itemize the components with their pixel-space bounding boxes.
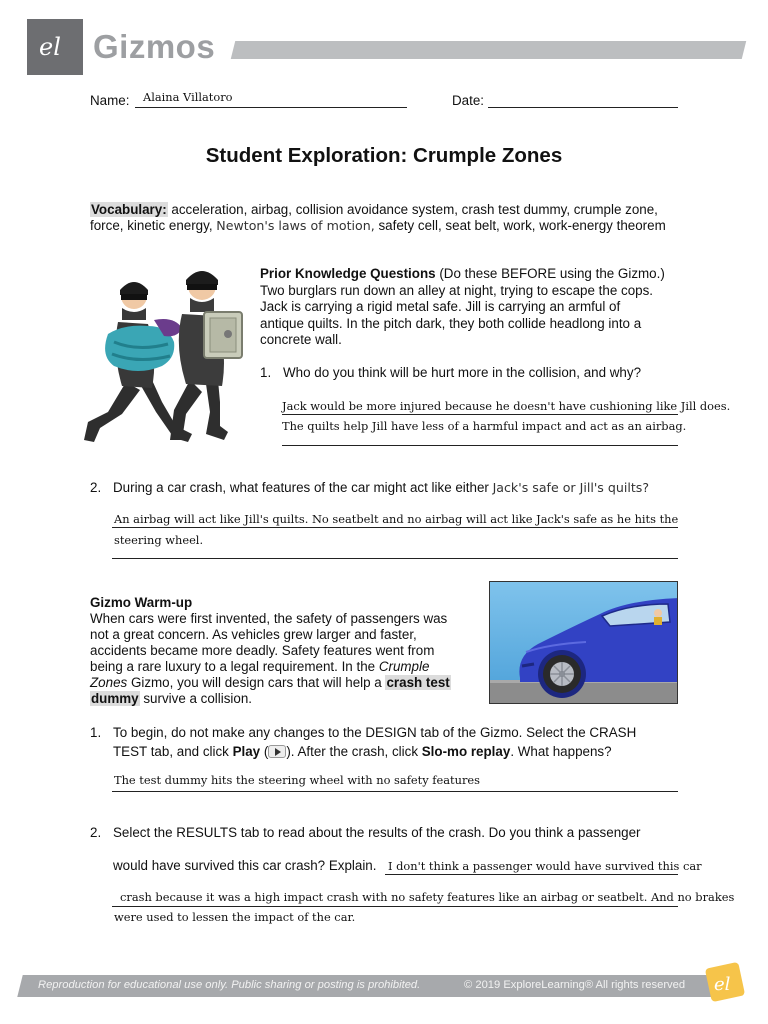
pk-q2-number: 2. — [90, 480, 102, 495]
pk-q2-underline-2 — [112, 558, 678, 559]
warmup-line-1: When cars were first invented, the safety of passengers was — [90, 611, 448, 626]
warmup-q2-underline-2 — [112, 906, 678, 907]
warmup-q2-line-2: would have survived this car crash? Explain. — [113, 858, 377, 873]
warmup-line-5 — [90, 675, 451, 691]
pk-q2-text-a: During a car crash, what features of the car might act like either — [113, 480, 493, 495]
pk-q1-text: Who do you think will be hurt more in the collision, and why? — [283, 365, 642, 380]
warmup-line-4-text: being a rare luxury to a legal requirement. In the — [90, 659, 379, 674]
vocabulary-terms-2c: safety cell, seat belt, work, work-energy theorem — [374, 218, 666, 233]
prior-knowledge-title: Prior Knowledge Questions — [260, 266, 436, 281]
vocabulary-label: Vocabulary: — [91, 202, 167, 217]
pk-q1-number: 1. — [260, 365, 272, 380]
date-label: Date: — [452, 93, 485, 108]
warmup-line-5-highlight: crash test — [386, 675, 450, 690]
pk-q2-underline-1 — [112, 527, 678, 528]
footer-copyright: © 2019 ExploreLearning® All rights reserved — [464, 979, 686, 991]
warmup-line-4-em: Crumple — [378, 659, 430, 674]
prior-knowledge-line-1: Two burglars run down an alley at night, trying to escape the cops. — [260, 283, 654, 298]
pk-q1-underline-1 — [282, 414, 678, 415]
prior-knowledge-line-4: concrete wall. — [260, 332, 342, 347]
warmup-q1-text-d: . What happens? — [510, 744, 612, 759]
warmup-q2-line-1: Select the RESULTS tab to read about the results of the crash. Do you think a passenger — [113, 825, 641, 840]
pk-q1-answer-line-2[interactable]: The quilts help Jill have less of a harmful impact and act as an airbag. — [282, 419, 687, 433]
logo-text: el — [39, 33, 61, 61]
warmup-q2-underline-1 — [385, 874, 678, 875]
warmup-line-6-text: survive a collision. — [139, 691, 253, 706]
footer-logo-text: el — [714, 974, 731, 995]
vocabulary-line-1 — [90, 202, 690, 218]
warmup-q2-number: 2. — [90, 825, 102, 840]
play-icon[interactable] — [268, 745, 286, 758]
warmup-line-6 — [90, 691, 252, 707]
page-title: Student Exploration: Crumple Zones — [205, 144, 563, 167]
pk-q2-answer-line-2[interactable]: steering wheel. — [114, 533, 204, 547]
warmup-line-5-text: Gizmo, you will design cars that will help a — [127, 675, 386, 690]
warmup-q1-answer[interactable]: The test dummy hits the steering wheel with no safety features — [114, 773, 480, 787]
warmup-q1-text-b: ( — [260, 744, 269, 759]
warmup-line-6-highlight: dummy — [91, 691, 139, 706]
warmup-line-4 — [90, 659, 429, 675]
name-underline — [135, 107, 407, 108]
prior-knowledge-line-2: Jack is carrying a rigid metal safe. Jill is carrying an armful of — [260, 299, 621, 314]
warmup-q1-slomo-label: Slo-mo replay — [421, 744, 511, 759]
vocabulary-terms-2a: force, kinetic energy, — [90, 218, 217, 233]
explorelearning-logo — [27, 19, 83, 75]
warmup-q2-answer-line-3[interactable]: were used to lessen the impact of the car. — [114, 910, 356, 924]
prior-knowledge-heading — [260, 266, 665, 282]
warmup-q2-answer-line-1[interactable]: I don't think a passenger would have survived this car — [388, 859, 702, 873]
warmup-q1-underline — [112, 791, 678, 792]
vocabulary-terms-2b: Newton's laws of motion, — [216, 218, 375, 233]
pk-q2-text-b: Jack's safe or Jill's quilts? — [492, 480, 649, 495]
warmup-q1-text-a: TEST tab, and click — [113, 744, 233, 759]
vocabulary-terms-1: acceleration, airbag, collision avoidance system, crash test dummy, crumple zone, — [171, 202, 658, 217]
prior-knowledge-note: (Do these BEFORE using the Gizmo.) — [435, 266, 665, 281]
footer-logo — [703, 960, 747, 1004]
header-bar — [231, 41, 746, 59]
warmup-line-3: accidents became more deadly. Safety features went from — [90, 643, 435, 658]
burglars-illustration — [78, 262, 250, 452]
warmup-q1-number: 1. — [90, 725, 102, 740]
footer-disclaimer: Reproduction for educational use only. Public sharing or posting is prohibited. — [38, 979, 421, 991]
warmup-line-5-em: Zones — [90, 675, 128, 690]
prior-knowledge-line-3: antique quilts. In the pitch dark, they both collide headlong into a — [260, 316, 642, 331]
vocabulary-line-2 — [90, 218, 690, 234]
warmup-q1-line-2 — [113, 744, 612, 759]
date-underline — [488, 107, 678, 108]
warmup-q2-answer-line-2[interactable]: crash because it was a high impact crash with no safety features like an airbag or seatbelt. And no brakes — [120, 890, 735, 904]
pk-q2-answer-line-1[interactable]: An airbag will act like Jill's quilts. No seatbelt and no airbag will act like Jack's safe as he hits the — [114, 512, 679, 526]
warmup-q1-line-1: To begin, do not make any changes to the DESIGN tab of the Gizmo. Select the CRASH — [113, 725, 637, 740]
pk-q1-answer-line-1[interactable]: Jack would be more injured because he doesn't have cushioning like Jill does. — [282, 399, 731, 413]
warmup-heading: Gizmo Warm-up — [90, 595, 193, 610]
pk-q1-underline-2 — [282, 445, 678, 446]
warmup-q1-play-label: Play — [232, 744, 261, 759]
pk-q2-text — [113, 480, 649, 495]
brand-name: Gizmos — [93, 28, 216, 65]
name-value[interactable]: Alaina Villatoro — [143, 90, 233, 104]
name-label: Name: — [90, 93, 130, 108]
warmup-q1-text-c: ). After the crash, click — [286, 744, 422, 759]
warmup-line-2: not a great concern. As vehicles grew larger and faster, — [90, 627, 417, 642]
crash-car-illustration — [489, 581, 678, 704]
